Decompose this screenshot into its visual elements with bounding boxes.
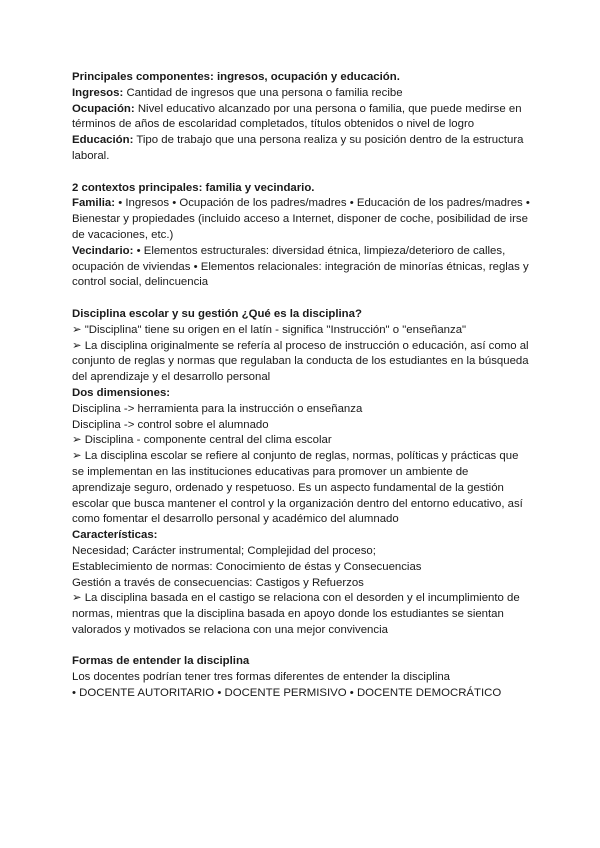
- paragraph: ➢ La disciplina originalmente se refería al proceso de instrucción o educación, así como al conjunto de reglas y normas que regulaban la conducta de los estudiantes en la búsqueda del aprendizaje y el desarrollo personal: [72, 339, 529, 384]
- definition-ocupacion: [72, 102, 530, 134]
- paragraph: Los docentes podrían tener tres formas diferentes de entender la disciplina: [72, 671, 451, 684]
- term-label: Familia:: [72, 197, 116, 210]
- paragraph: Disciplina -> control sobre el alumnado: [72, 418, 269, 431]
- paragraph: ➢ Disciplina - componente central del clima escolar: [72, 434, 332, 447]
- term-text: Nivel educativo alcanzado por una persona o familia, que puede medirse en términos de años de escolaridad completados, títulos obtenidos o nivel de logro: [72, 102, 522, 131]
- term-text: • Elementos estructurales: diversidad étnica, limpieza/deterioro de calles, ocupación de viviendas • Elementos relacionales: integración de minorías étnicas, reglas y control social, delincuencia: [72, 244, 529, 289]
- paragraph: Disciplina -> herramienta para la instrucción o enseñanza: [72, 402, 363, 415]
- term-label: Vecindario:: [72, 244, 134, 257]
- definition-ingresos: [72, 86, 530, 102]
- definition-familia: [72, 196, 530, 243]
- paragraph: ➢ "Disciplina" tiene su origen en el latín - significa "Instrucción" o "enseñanza": [72, 323, 467, 336]
- paragraph: Establecimiento de normas: Conocimiento de éstas y Consecuencias: [72, 560, 422, 573]
- term-text: Tipo de trabajo que una persona realiza y su posición dentro de la estructura laboral.: [72, 134, 524, 162]
- paragraph: Necesidad; Carácter instrumental; Complejidad del proceso;: [72, 544, 376, 557]
- section-heading: Principales componentes: ingresos, ocupación y educación.: [72, 71, 400, 83]
- section-disciplina: [72, 307, 530, 639]
- section-heading: Disciplina escolar y su gestión ¿Qué es la disciplina?: [72, 307, 362, 320]
- term-label: Educación:: [72, 134, 134, 147]
- subheading-caracteristicas: Características:: [72, 529, 158, 542]
- document-content: [72, 70, 530, 702]
- term-text: • Ingresos • Ocupación de los padres/madres • Educación de los padres/madres • Bienestar y propiedades (incluido acceso a Internet, disponer de coche, posibilidad de irse de vacaciones, etc.): [72, 197, 530, 241]
- definition-vecindario: [72, 244, 530, 291]
- term-label: Ingresos:: [72, 86, 124, 99]
- section-heading: 2 contextos principales: familia y vecindario.: [72, 181, 315, 194]
- term-text: Cantidad de ingresos que una persona o familia recibe: [123, 86, 403, 99]
- paragraph: • DOCENTE AUTORITARIO • DOCENTE PERMISIVO • DOCENTE DEMOCRÁTICO: [72, 687, 502, 700]
- definition-educacion: [72, 133, 530, 165]
- section-componentes: [72, 70, 530, 165]
- section-heading: Formas de entender la disciplina: [72, 655, 250, 668]
- section-formas: [72, 654, 530, 701]
- subheading-dimensiones: Dos dimensiones:: [72, 386, 171, 399]
- section-contextos: [72, 181, 530, 292]
- paragraph: ➢ La disciplina basada en el castigo se relaciona con el desorden y el incumplimiento de normas, mientras que la disciplina basada en apoyo donde los estudiantes se sientan valorados y motivados se relaciona con una mejor convivencia: [72, 592, 520, 636]
- paragraph: ➢ La disciplina escolar se refiere al conjunto de reglas, normas, políticas y prácticas que se implementan en las instituciones educativas para promover un ambiente de aprendizaje seguro, ordenado y respetuoso. Es un aspecto fundamental de la gestión escolar que busca mantener el control y la organización dentro del entorno educativo, así como fomentar el desarrollo personal y académico del alumnado: [72, 450, 523, 526]
- term-label: Ocupación:: [72, 102, 135, 115]
- paragraph: Gestión a través de consecuencias: Castigos y Refuerzos: [72, 576, 364, 589]
